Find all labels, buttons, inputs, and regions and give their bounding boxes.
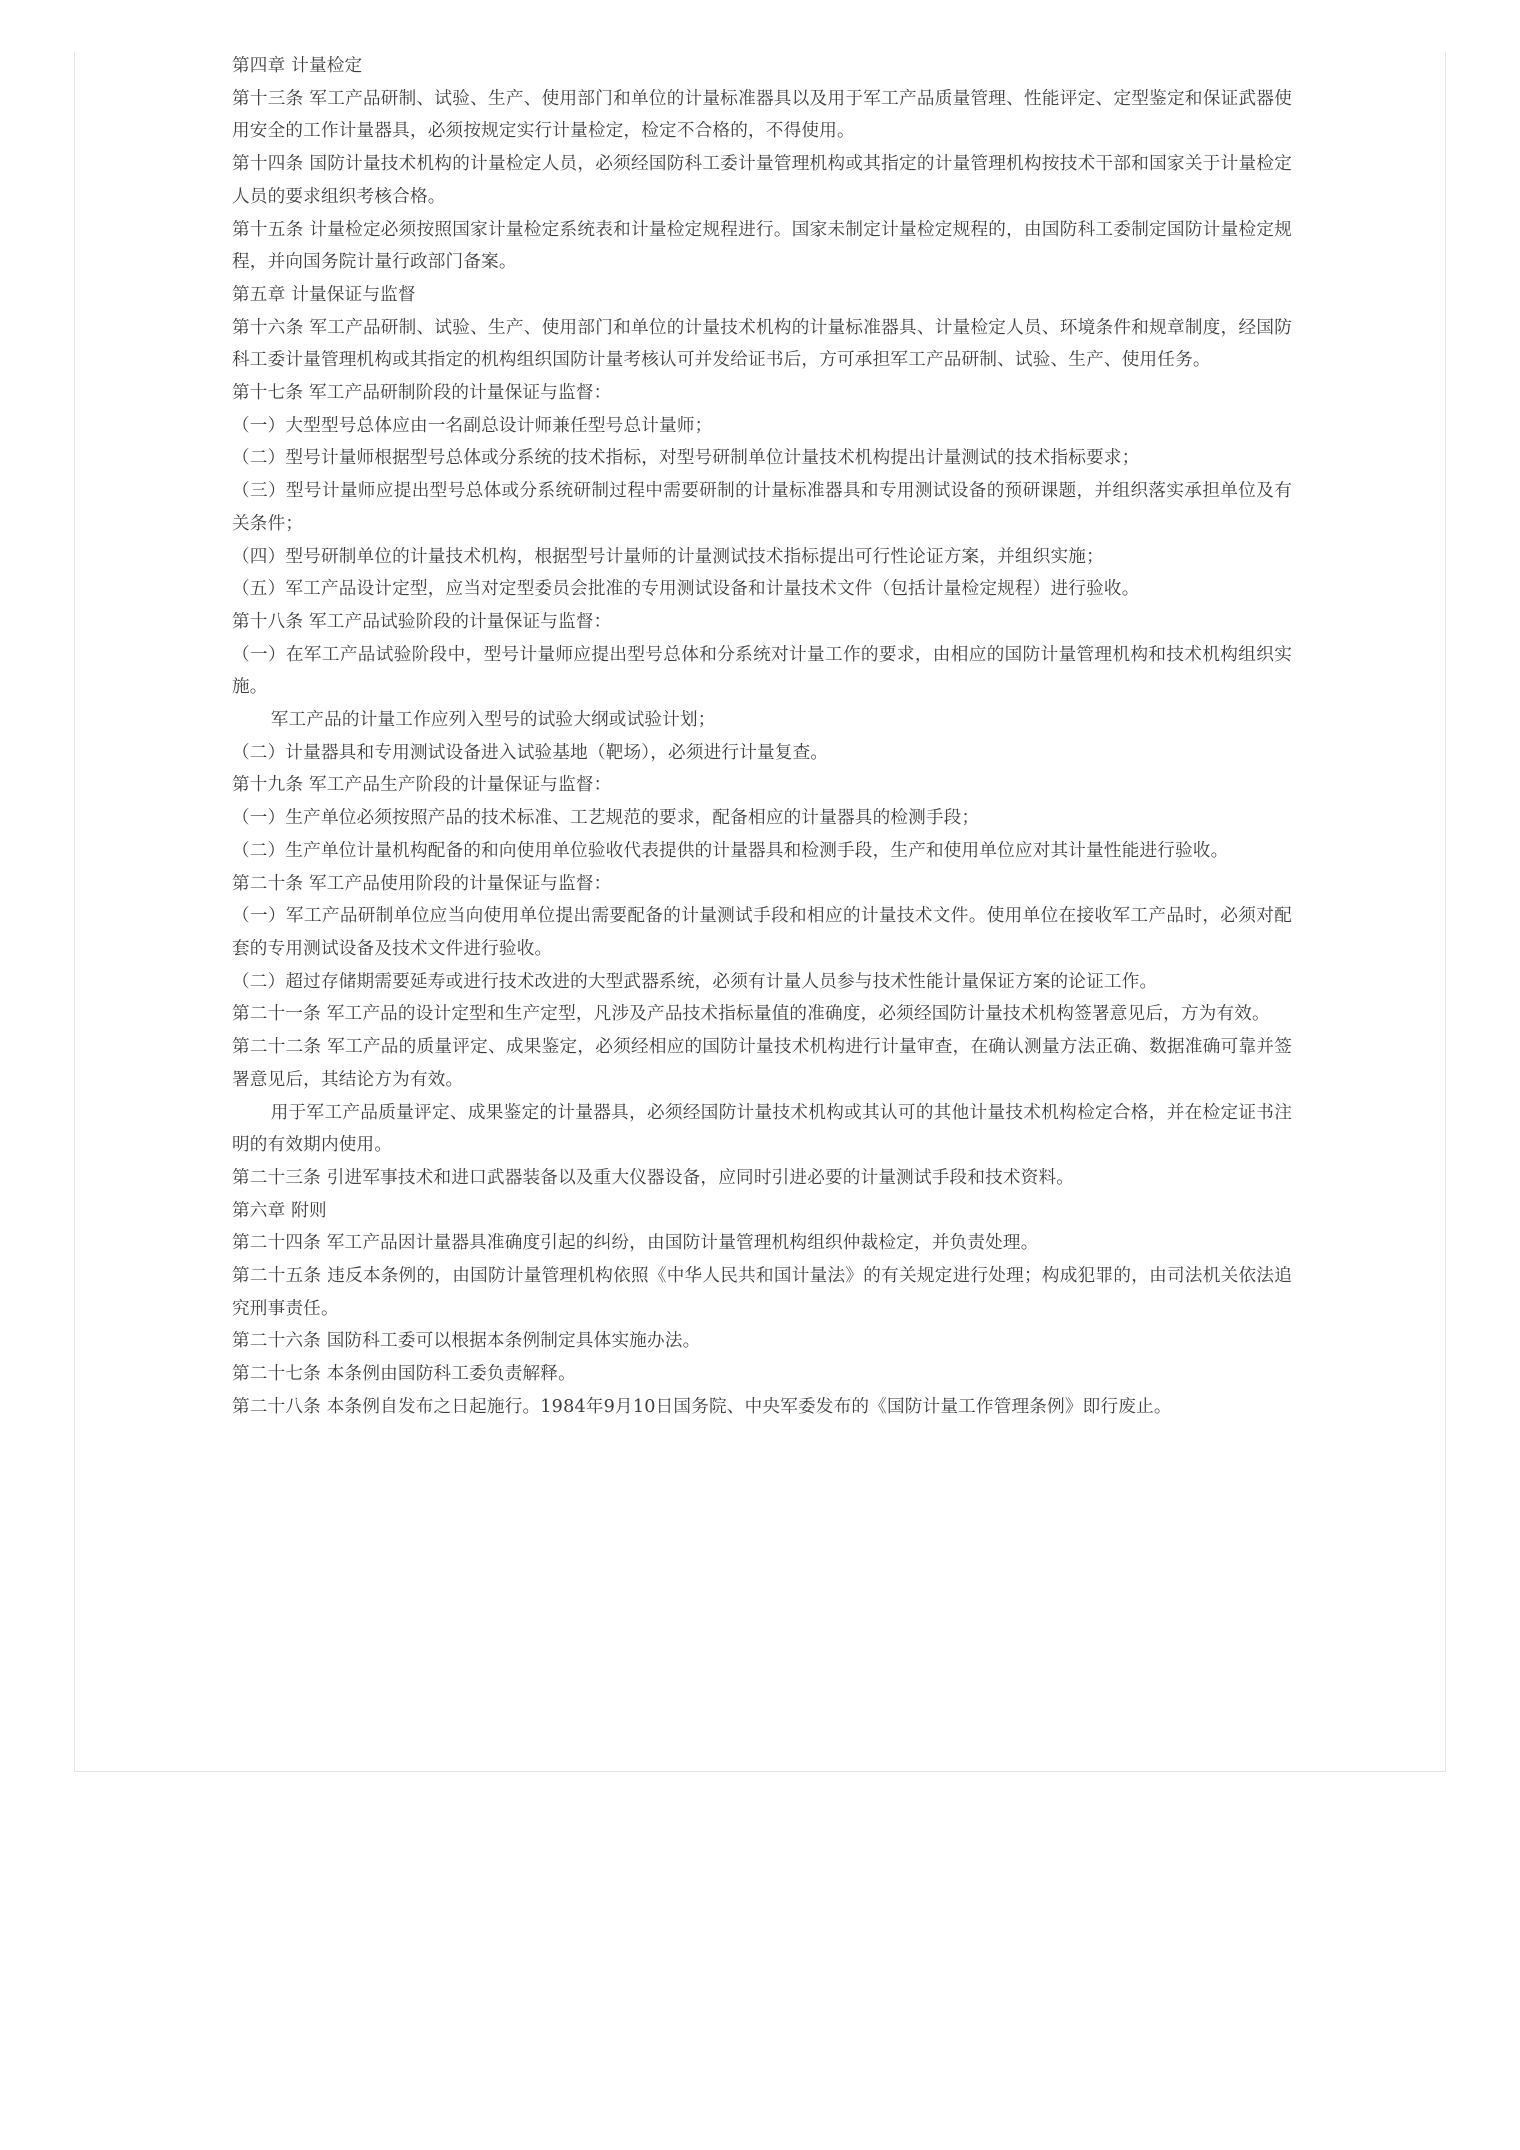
chapter-heading: 第五章 计量保证与监督 bbox=[232, 284, 416, 305]
clause-item: （一）生产单位必须按照产品的技术标准、工艺规范的要求，配备相应的计量器具的检测手段； bbox=[232, 808, 980, 829]
clause-item: （二）型号计量师根据型号总体或分系统的技术指标，对型号研制单位计量技术机构提出计量测试的技术指标要求； bbox=[232, 448, 1140, 469]
article-paragraph: 第二十一条 军工产品的设计定型和生产定型，凡涉及产品技术指标量值的准确度，必须经国防计量技术机构签署意见后，方为有效。 bbox=[232, 1004, 1270, 1025]
clause-item: （二）超过存储期需要延寿或进行技术改进的大型武器系统，必须有计量人员参与技术性能计量保证方案的论证工作。 bbox=[232, 971, 1158, 992]
document-body bbox=[232, 50, 1292, 1424]
chapter-heading: 第四章 计量检定 bbox=[232, 56, 363, 76]
indented-paragraph: 用于军工产品质量评定、成果鉴定的计量器具，必须经国防计量技术机构或其认可的其他计量技术机构检定合格，并在检定证书注明的有效期内使用。 bbox=[232, 1102, 1292, 1156]
article-paragraph: 第十四条 国防计量技术机构的计量检定人员，必须经国防科工委计量管理机构或其指定的计量管理机构按技术干部和国家关于计量检定人员的要求组织考核合格。 bbox=[232, 154, 1292, 207]
article-paragraph: 第二十八条 本条例自发布之日起施行。1984年9月10日国务院、中央军委发布的《国防计量工作管理条例》即行废止。 bbox=[232, 1396, 1172, 1417]
chapter-heading: 第六章 附则 bbox=[232, 1200, 327, 1221]
article-paragraph: 第二十三条 引进军事技术和进口武器装备以及重大仪器设备，应同时引进必要的计量测试手段和技术资料。 bbox=[232, 1167, 1075, 1188]
article-paragraph: 第二十四条 军工产品因计量器具准确度引起的纠纷，由国防计量管理机构组织仲裁检定，并负责处理。 bbox=[232, 1233, 1039, 1254]
article-paragraph: 第二十五条 违反本条例的，由国防计量管理机构依照《中华人民共和国计量法》的有关规定进行处理；构成犯罪的，由司法机关依法追究刑事责任。 bbox=[232, 1266, 1292, 1319]
article-paragraph: 第十七条 军工产品研制阶段的计量保证与监督： bbox=[232, 383, 612, 404]
clause-item: （二）计量器具和专用测试设备进入试验基地（靶场），必须进行计量复查。 bbox=[232, 742, 829, 763]
indented-paragraph: 军工产品的计量工作应列入型号的试验大纲或试验计划； bbox=[270, 710, 716, 731]
article-paragraph: 第十六条 军工产品研制、试验、生产、使用部门和单位的计量技术机构的计量标准器具、计量检定人员、环境条件和规章制度，经国防科工委计量管理机构或其指定的机构组织国防计量考核认可并发给证书后，方可承担军工产品研制、试验、生产、使用任务。 bbox=[232, 317, 1292, 371]
clause-item: （五）军工产品设计定型，应当对定型委员会批准的专用测试设备和计量技术文件（包括计量检定规程）进行验收。 bbox=[232, 579, 1140, 600]
article-paragraph: 第十八条 军工产品试验阶段的计量保证与监督： bbox=[232, 611, 612, 632]
clause-item: （四）型号研制单位的计量技术机构，根据型号计量师的计量测试技术指标提出可行性论证方案，并组织实施； bbox=[232, 546, 1104, 567]
article-paragraph: 第二十七条 本条例由国防科工委负责解释。 bbox=[232, 1364, 576, 1385]
article-paragraph: 第二十二条 军工产品的质量评定、成果鉴定，必须经相应的国防计量技术机构进行计量审查，在确认测量方法正确、数据准确可靠并签署意见后，其结论方为有效。 bbox=[232, 1037, 1292, 1090]
article-paragraph: 第十五条 计量检定必须按照国家计量检定系统表和计量检定规程进行。国家未制定计量检定规程的，由国防科工委制定国防计量检定规程，并向国务院计量行政部门备案。 bbox=[232, 219, 1292, 273]
clause-item: （三）型号计量师应提出型号总体或分系统研制过程中需要研制的计量标准器具和专用测试设备的预研课题，并组织落实承担单位及有关条件； bbox=[232, 481, 1292, 534]
article-paragraph: 第二十条 军工产品使用阶段的计量保证与监督： bbox=[232, 873, 612, 894]
clause-item: （一）在军工产品试验阶段中，型号计量师应提出型号总体和分系统对计量工作的要求，由相应的国防计量管理机构和技术机构组织实施。 bbox=[232, 644, 1292, 698]
clause-item: （一）大型型号总体应由一名副总设计师兼任型号总计量师； bbox=[232, 415, 713, 436]
article-paragraph: 第二十六条 国防科工委可以根据本条例制定具体实施办法。 bbox=[232, 1331, 701, 1352]
article-paragraph: 第十三条 军工产品研制、试验、生产、使用部门和单位的计量标准器具以及用于军工产品质量管理、性能评定、定型鉴定和保证武器使用安全的工作计量器具，必须按规定实行计量检定，检定不合格的，不得使用。 bbox=[232, 88, 1292, 142]
article-paragraph: 第十九条 军工产品生产阶段的计量保证与监督： bbox=[232, 775, 612, 796]
clause-item: （二）生产单位计量机构配备的和向使用单位验收代表提供的计量器具和检测手段，生产和使用单位应对其计量性能进行验收。 bbox=[232, 840, 1229, 861]
clause-item: （一）军工产品研制单位应当向使用单位提出需要配备的计量测试手段和相应的计量技术文件。使用单位在接收军工产品时，必须对配套的专用测试设备及技术文件进行验收。 bbox=[232, 906, 1292, 959]
